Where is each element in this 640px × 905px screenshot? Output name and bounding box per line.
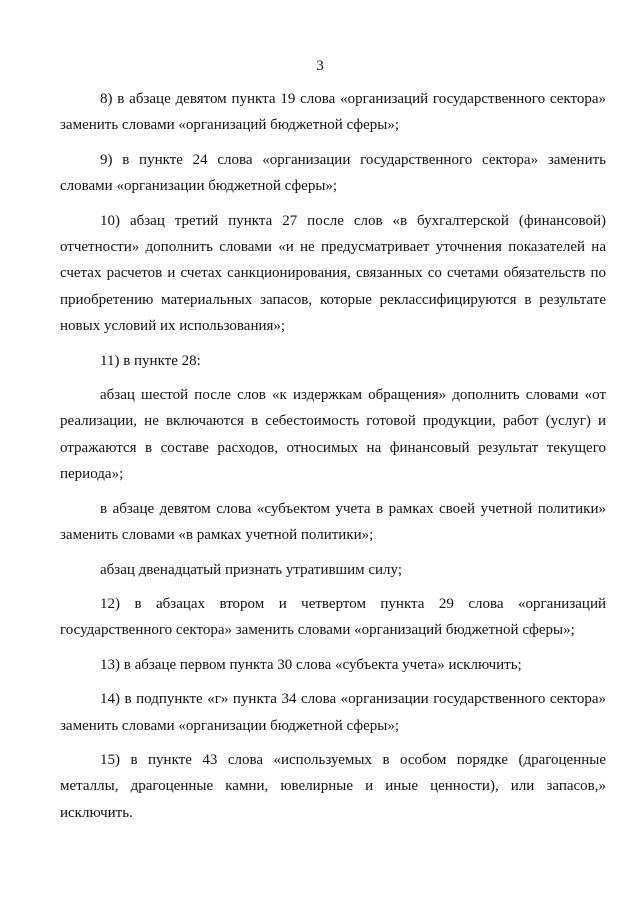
paragraph-item-11: 11) в пункте 28: [100, 352, 201, 369]
paragraph-item-8: 8) в абзаце девятом пункта 19 слова «организаций государственного сектора» заменить словами «организаций бюджетной сферы»; [60, 91, 606, 134]
paragraph-item-14: 14) в подпункте «г» пункта 34 слова «организации государственного сектора» заменить словами «организации бюджетной сферы»; [60, 691, 606, 734]
paragraph-item-9: 9) в пункте 24 слова «организации государственного сектора» заменить словами «организации бюджетной сферы»; [60, 151, 606, 195]
paragraph-item-12: 12) в абзацах втором и четвертом пункта 29 слова «организаций государственного сектора» заменить словами «организаций бюджетной сферы»; [60, 595, 606, 639]
paragraph-item-10: 10) абзац третий пункта 27 после слов «в бухгалтерской (финансовой) отчетности» дополнить словами «и не предусматривает уточнения показателей на счетах расчетов и счетах санкционирования, связанных со счетами обязательств по приобретению материальных запасов, которые реклассифицируются в результате новых условий их использования»; [60, 212, 606, 335]
paragraph-item-15: 15) в пункте 43 слова «используемых в особом порядке (драгоценные металлы, драгоценные камни, ювелирные и иные ценности), или запасов,» исключить. [60, 751, 606, 821]
paragraph-item-13: 13) в абзаце первом пункта 30 слова «субъекта учета» исключить; [100, 656, 522, 673]
page-number: 3 [316, 58, 324, 74]
document-body [60, 86, 606, 826]
paragraph-item-11-abzac-9: в абзаце девятом слова «субъектом учета в рамках своей учетной политики» заменить словами «в рамках учетной политики»; [60, 500, 606, 544]
paragraph-item-11-abzac-12: абзац двенадцатый признать утратившим силу; [100, 561, 403, 578]
paragraph-item-11-abzac-6: абзац шестой после слов «к издержкам обращения» дополнить словами «от реализации, не включаются в себестоимость готовой продукции, работ (услуг) и отражаются в составе расходов, относимых на финансовый результат текущего периода»; [60, 387, 606, 483]
